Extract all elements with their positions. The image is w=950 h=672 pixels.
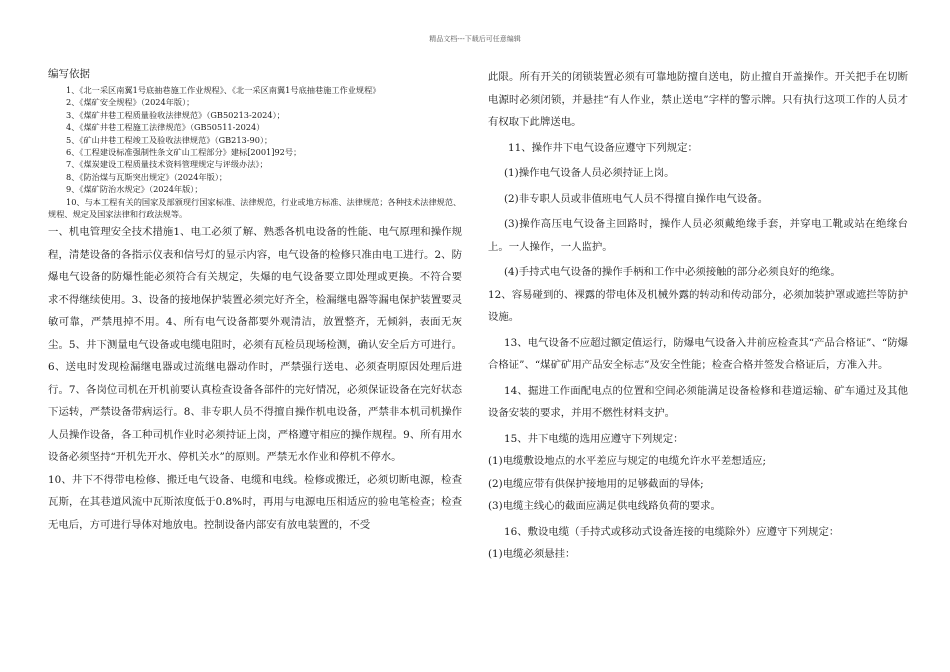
reference-item: 2、《煤矿安全规程》（2024年版）； — [66, 97, 195, 108]
basis-title: 编写依据 — [48, 68, 90, 80]
safety-measures-paragraph: 一、机电管理安全技术措施1、电工必须了解、熟悉各机电设备的性能、电气原理和操作规程，清楚设备的各指示仪表和信号灯的显示内容，电气设备的检修只准由电工进行。2、防爆电气设备的防爆性能必须符合有关规定，失爆的电气设备要立即处理或更换。不符合要求不得继续使用。3、设备的接地保护装置必须完好齐全，检漏继电器等漏电保护装置要灵敏可靠，严禁甩掉不用。4、所有电气设备都要外观清洁，放置整齐，无倾斜，表面无灰尘。5、井下测量电气设备或电缆电阻时，必须有瓦检员现场检测，确认安全后方可进行。6、送电时发现检漏继电器或过流继电器动作时，严禁强行送电、必须查明原因处理后进行。7、各岗位司机在开机前要认真检查设备各部件的完好情况，必须保证设备在完好状态下运转，严禁设备带病运行。8、非专职人员不得擅自操作机电设备，严禁非本机司机操作人员操作设备，各工种司机作业时必须持证上岗，严格遵守相应的操作规程。9、所有用水设备必须坚持“开机先开水、停机关水”的原则。严禁无水作业和停机不停水。 — [48, 226, 462, 464]
item-12-paragraph: 12、容易碰到的、裸露的带电体及机械外露的转动和传动部分，必须加装护罩或遮拦等防护设施。 — [488, 288, 908, 323]
item-10-paragraph: 10、井下不得带电检修、搬迁电气设备、电缆和电线。检修或搬迁，必须切断电源，检查瓦斯，在其巷道风流中瓦斯浓度低于0.8%时，再用与电源电压相适应的验电笔检查；检查无电后，方可进行导体对地放电。控制设备内部安有放电装置的，不受 — [48, 473, 462, 531]
item-11-heading: 11、操作井下电气设备应遵守下列规定： — [508, 141, 698, 154]
page-header: 精品文档---下载后可任意编辑 — [429, 35, 521, 43]
item-15-sub-3: (3)电缆主线心的截面应满足供电线路负荷的要求。 — [488, 500, 721, 512]
item-16-heading: 16、敷设电缆（手持式或移动式设备连接的电缆除外）应遵守下列规定： — [504, 525, 840, 538]
reference-item: 1、《北一采区南翼1号底抽巷施工作业规程》、《北一采区南翼1号底抽巷施工作业规程》 — [66, 85, 381, 95]
item-16-sub-1: (1)电缆必须悬挂： — [488, 548, 576, 560]
item-11-sub-2: (2)非专职人员或非值班电气人员不得擅自操作电气设备。 — [504, 192, 769, 205]
item-11-sub-1: (1)操作电气设备人员必须持证上岗。 — [504, 167, 675, 179]
left-column — [48, 66, 462, 672]
reference-item: 4、《煤矿井巷工程施工法律规范》（GB50511-2024） — [66, 122, 265, 133]
item-14-paragraph: 14、掘进工作面配电点的位置和空间必须能满足设备检修和巷道运输、矿车通过及其他设备安装的要求，并用不燃性材料支护。 — [488, 384, 908, 419]
item-15-heading: 15、井下电缆的选用应遵守下列规定： — [504, 432, 684, 445]
reference-item: 9、《煤矿防治水规定》（2024年版）； — [66, 184, 203, 195]
reference-item: 6、《工程建设标准强制性条文矿山工程部分》建标[2001]92号； — [66, 147, 302, 158]
item-15-sub-1: (1)电缆敷设地点的水平差应与规定的电缆允许水平差想适应; — [488, 455, 766, 467]
item-11-sub-4: (4)手持式电气设备的操作手柄和工作中必须接触的部分必须良好的绝缘。 — [504, 266, 841, 278]
reference-item: 10、与本工程有关的国家及部颁现行国家标准、法律规范，行业或地方标准、法律规范；各种技术法律规范、规程、规定及国家法律和行政法规等。 — [48, 196, 462, 220]
item-13-paragraph: 13、电气设备不应超过额定值运行，防爆电气设备入井前应检查其“产品合格证”、“防爆合格证”、“煤矿矿用产品安全标志”及安全性能；检查合格并签发合格证后，方准入井。 — [488, 336, 908, 371]
item-11-sub-3: (3)操作高压电气设备主回路时，操作人员必须戴绝缘手套，并穿电工靴或站在绝缘台上。一人操作，一人监护。 — [488, 218, 908, 253]
reference-item: 5、《矿山井巷工程竣工及验收法律规范》（GB213-90）； — [66, 134, 273, 145]
reference-item: 3、《煤矿井巷工程质量验收法律规范》（GB50213-2024）； — [66, 109, 285, 120]
continuation-paragraph: 此限。所有开关的闭锁装置必须有可靠地防擅自送电，防止擅自开盖操作。开关把手在切断电源时必须闭锁，并悬挂“有人作业，禁止送电”字样的警示牌。只有执行这项工作的人员才有权取下此牌送电。 — [488, 71, 908, 128]
reference-list — [48, 84, 462, 220]
right-column — [488, 66, 908, 672]
item-15-sub-2: (2)电缆应带有供保护接地用的足够截面的导体; — [488, 477, 704, 490]
reference-item: 8、《防治煤与瓦斯突出规定》（2024年版）； — [66, 171, 228, 182]
reference-item: 7、《煤炭建设工程质量技术资料管理规定与评级办法》； — [66, 159, 268, 170]
